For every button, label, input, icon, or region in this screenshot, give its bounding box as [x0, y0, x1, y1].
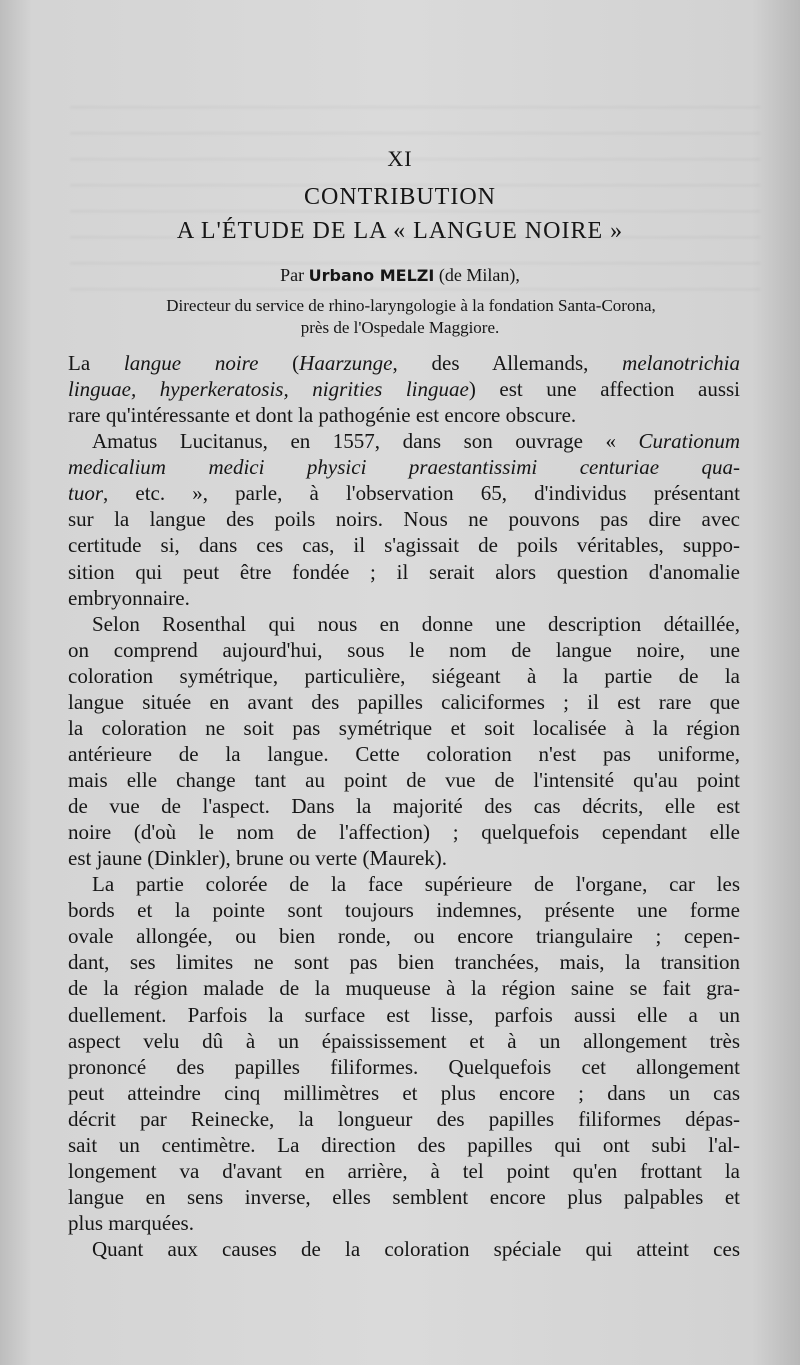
text-segment: dant, ses limites ne sont pas bien tranchées, mais, la transition	[68, 950, 740, 975]
text-segment: décrit par Reinecke, la longueur des papilles filiformes dépas-	[68, 1106, 740, 1131]
body-line	[68, 480, 740, 506]
body-line	[68, 637, 740, 663]
body-line	[68, 975, 740, 1001]
text-segment: plus marquées.	[68, 1211, 194, 1235]
body-line	[92, 611, 740, 637]
body-line	[68, 1132, 740, 1158]
body-line	[68, 923, 740, 949]
body-line	[68, 1054, 740, 1080]
text-segment: langue en sens inverse, elles semblent encore plus palpables et	[68, 1184, 740, 1209]
text-segment: (	[258, 351, 300, 375]
text-segment: est jaune (Dinkler), brune ou verte (Maurek).	[68, 846, 448, 871]
body-line	[68, 689, 740, 715]
article-title-line-1: CONTRIBUTION	[304, 184, 496, 210]
body-line	[68, 1106, 740, 1132]
text-segment: antérieure de la langue. Cette coloration n'est pas uniforme,	[68, 741, 740, 766]
italic-text: medicalium medici physici praestantissimi centuriae qua-	[68, 455, 740, 480]
body-line	[68, 1028, 740, 1054]
affiliation-line-2: près de l'Ospedale Maggiore.	[300, 318, 500, 337]
body-line	[68, 1184, 740, 1210]
article-title-line-2: A L'ÉTUDE DE LA « LANGUE NOIRE »	[176, 218, 624, 244]
body-line	[68, 793, 740, 819]
body-line	[68, 819, 740, 845]
text-segment: Quant aux causes de la coloration spéciale qui atteint ces	[92, 1237, 740, 1261]
text-segment: ) est une affection aussi	[468, 377, 741, 402]
body-line	[68, 715, 740, 741]
body-line	[68, 585, 740, 611]
text-segment: peut atteindre cinq millimètres et plus encore ; dans un cas	[68, 1080, 740, 1105]
text-segment: de vue de l'aspect. Dans la majorité des cas décrits, elle est	[68, 794, 740, 818]
body-line	[68, 897, 740, 923]
body-line	[68, 532, 740, 558]
italic-text: tuor	[68, 481, 104, 506]
text-segment: duellement. Parfois la surface est lisse, parfois aussi elle a un	[68, 1002, 740, 1027]
text-segment: sur la langue des poils noirs. Nous ne pouvons pas dire avec	[68, 507, 740, 532]
affiliation-line-1: Directeur du service de rhino-laryngologie à la fondation Santa-Corona,	[166, 296, 656, 315]
text-segment: prononcé des papilles filiformes. Quelquefois cet allongement	[68, 1054, 740, 1079]
text-segment: bords et la pointe sont toujours indemnes, présente une forme	[68, 898, 740, 923]
text-segment: certitude si, dans ces cas, il s'agissait de poils véritables, suppo-	[68, 533, 740, 558]
text-segment: de la région malade de la muqueuse à la région saine se fait gra-	[68, 976, 740, 1001]
body-line	[68, 663, 740, 689]
body-line	[68, 845, 740, 871]
body-line	[68, 741, 740, 767]
italic-text: Haarzunge	[299, 351, 393, 375]
body-line	[68, 1210, 740, 1236]
body-line	[68, 506, 740, 532]
text-segment: rare qu'intéressante et dont la pathogénie est encore obscure.	[68, 403, 577, 428]
body-line	[68, 376, 740, 402]
body-line	[92, 871, 740, 897]
body-line	[68, 1080, 740, 1106]
italic-text: Curationum	[638, 429, 740, 454]
text-segment: mais elle change tant au point de vue de l'intensité qu'au point	[68, 768, 740, 792]
text-segment: on comprend aujourd'hui, sous le nom de langue noire, une	[68, 637, 740, 662]
body-line	[92, 428, 740, 454]
body-line	[68, 350, 740, 376]
text-segment: La partie colorée de la face supérieure de l'organe, car les	[92, 872, 740, 897]
author-name: Urbano MELZI	[308, 266, 435, 285]
text-segment: , etc. », parle, à l'observation 65, d'individus présentant	[103, 481, 740, 506]
text-segment: sition qui peut être fondée ; il serait alors question d'anomalie	[68, 559, 740, 584]
text-segment: coloration symétrique, particulière, siégeant à la partie de la	[68, 663, 740, 688]
body-line	[68, 402, 740, 428]
text-segment: Amatus Lucitanus, en 1557, dans son ouvrage «	[92, 429, 639, 454]
byline	[0, 265, 800, 286]
body-line	[68, 767, 740, 793]
italic-text: langue noire	[123, 351, 259, 375]
italic-text: linguae, hyperkeratosis, nigrities linguae	[68, 377, 469, 402]
text-segment: la coloration ne soit pas symétrique et soit localisée à la région	[68, 715, 740, 740]
body-line	[92, 1236, 740, 1262]
text-segment: ovale allongée, ou bien ronde, ou encore triangulaire ; cepen-	[68, 924, 740, 949]
text-segment: embryonnaire.	[68, 585, 190, 610]
text-segment: , des Allemands,	[392, 351, 623, 375]
body-line	[68, 559, 740, 585]
text-segment: La	[68, 351, 124, 375]
body-line	[68, 1002, 740, 1028]
byline-prefix: Par	[280, 265, 309, 285]
byline-suffix: (de Milan),	[434, 265, 520, 285]
text-segment: langue située en avant des papilles caliciformes ; il est rare que	[68, 689, 740, 714]
text-segment: Selon Rosenthal qui nous en donne une description détaillée,	[92, 611, 740, 636]
chapter-number: XI	[387, 146, 413, 171]
text-segment: noire (d'où le nom de l'affection) ; quelquefois cependant elle	[68, 820, 740, 845]
italic-text: melanotrichia	[622, 351, 740, 375]
text-segment: longement va d'avant en arrière, à tel point qu'en frottant la	[68, 1158, 740, 1183]
body-line	[68, 949, 740, 975]
body-line	[68, 454, 740, 480]
text-segment: sait un centimètre. La direction des papilles qui ont subi l'al-	[68, 1132, 740, 1157]
body-line	[68, 1158, 740, 1184]
text-segment: aspect velu dû à un épaississement et à un allongement très	[68, 1028, 740, 1053]
